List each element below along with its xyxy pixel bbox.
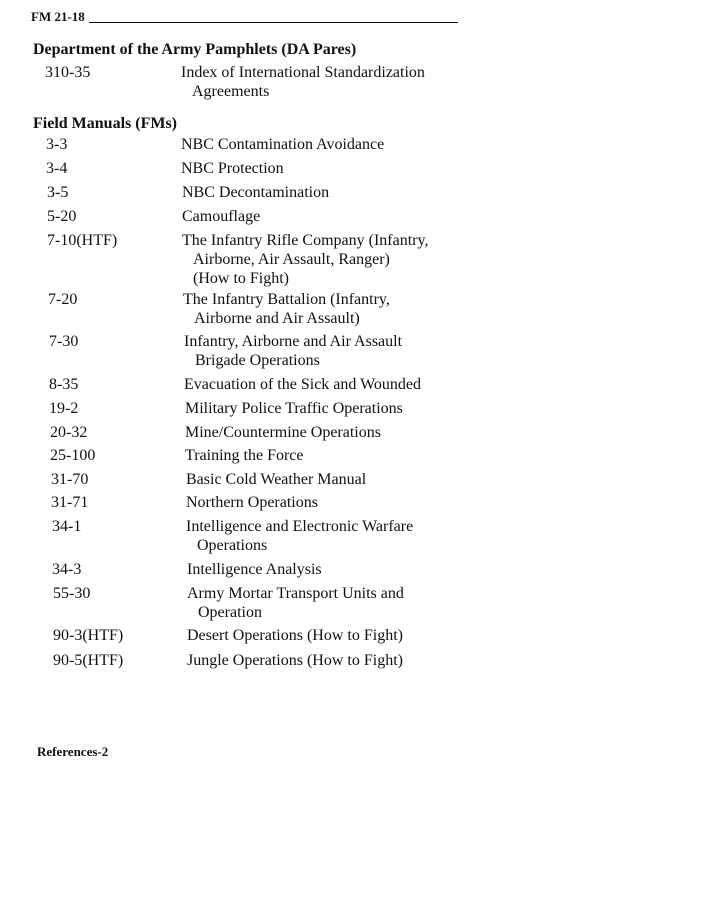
publication-title: Intelligence and Electronic Warfare	[186, 518, 414, 535]
publication-number: 3-3	[46, 136, 68, 153]
publication-number: 8-35	[49, 376, 79, 393]
publication-number: 20-32	[50, 424, 88, 441]
publication-title: Jungle Operations (How to Fight)	[187, 652, 403, 669]
publication-number: 310-35	[45, 64, 91, 81]
section-heading-field-manuals: Field Manuals (FMs)	[33, 115, 177, 132]
publication-title: Agreements	[192, 83, 270, 100]
publication-title: NBC Decontamination	[182, 184, 330, 201]
publication-title: Airborne, Air Assault, Ranger)	[193, 251, 390, 268]
publication-number: 5-20	[47, 208, 77, 225]
publication-title: Intelligence Analysis	[187, 561, 322, 578]
publication-title: The Infantry Rifle Company (Infantry,	[182, 232, 429, 249]
publication-title: Camouflage	[182, 208, 261, 225]
publication-number: 3-4	[46, 160, 68, 177]
publication-number: 31-70	[51, 471, 89, 488]
publication-title: The Infantry Battalion (Infantry,	[183, 291, 390, 308]
publication-number: 7-20	[48, 291, 78, 308]
publication-title: Mine/Countermine Operations	[185, 424, 381, 441]
publication-number: 3-5	[47, 184, 69, 201]
publication-title: Infantry, Airborne and Air Assault	[184, 333, 403, 350]
publication-title: NBC Contamination Avoidance	[181, 136, 385, 153]
publication-title: NBC Protection	[181, 160, 284, 177]
publication-number: 90-5(HTF)	[53, 652, 124, 669]
publication-number: 7-30	[49, 333, 79, 350]
publication-title: Training the Force	[185, 447, 304, 464]
publication-title: Military Police Traffic Operations	[185, 400, 403, 417]
page-footer: References-2	[37, 744, 109, 759]
publication-number: 31-71	[51, 494, 89, 511]
publication-title: Northern Operations	[186, 494, 318, 511]
page-header	[31, 10, 458, 24]
publication-number: 90-3(HTF)	[53, 627, 124, 644]
publication-title: Evacuation of the Sick and Wounded	[184, 376, 422, 393]
publication-number: 19-2	[49, 400, 79, 417]
publication-number: 7-10(HTF)	[47, 232, 118, 249]
publication-title: Army Mortar Transport Units and	[187, 585, 404, 602]
publication-number: 55-30	[53, 585, 91, 602]
publication-title: Index of International Standardization	[181, 64, 425, 81]
publication-number: 25-100	[50, 447, 96, 464]
publication-number: 34-1	[52, 518, 82, 535]
publication-title: Airborne and Air Assault)	[194, 310, 360, 327]
publication-title: Operation	[198, 604, 262, 621]
publication-title: Desert Operations (How to Fight)	[187, 627, 403, 644]
manual-number: FM 21-18	[31, 9, 85, 24]
publication-title: (How to Fight)	[193, 270, 289, 287]
publication-title: Basic Cold Weather Manual	[186, 471, 367, 488]
publication-number: 34-3	[52, 561, 82, 578]
publication-title: Operations	[197, 537, 268, 554]
header-rule	[89, 22, 458, 23]
publication-title: Brigade Operations	[195, 352, 320, 369]
section-heading-da-pamphlets: Department of the Army Pamphlets (DA Pares)	[33, 41, 357, 58]
